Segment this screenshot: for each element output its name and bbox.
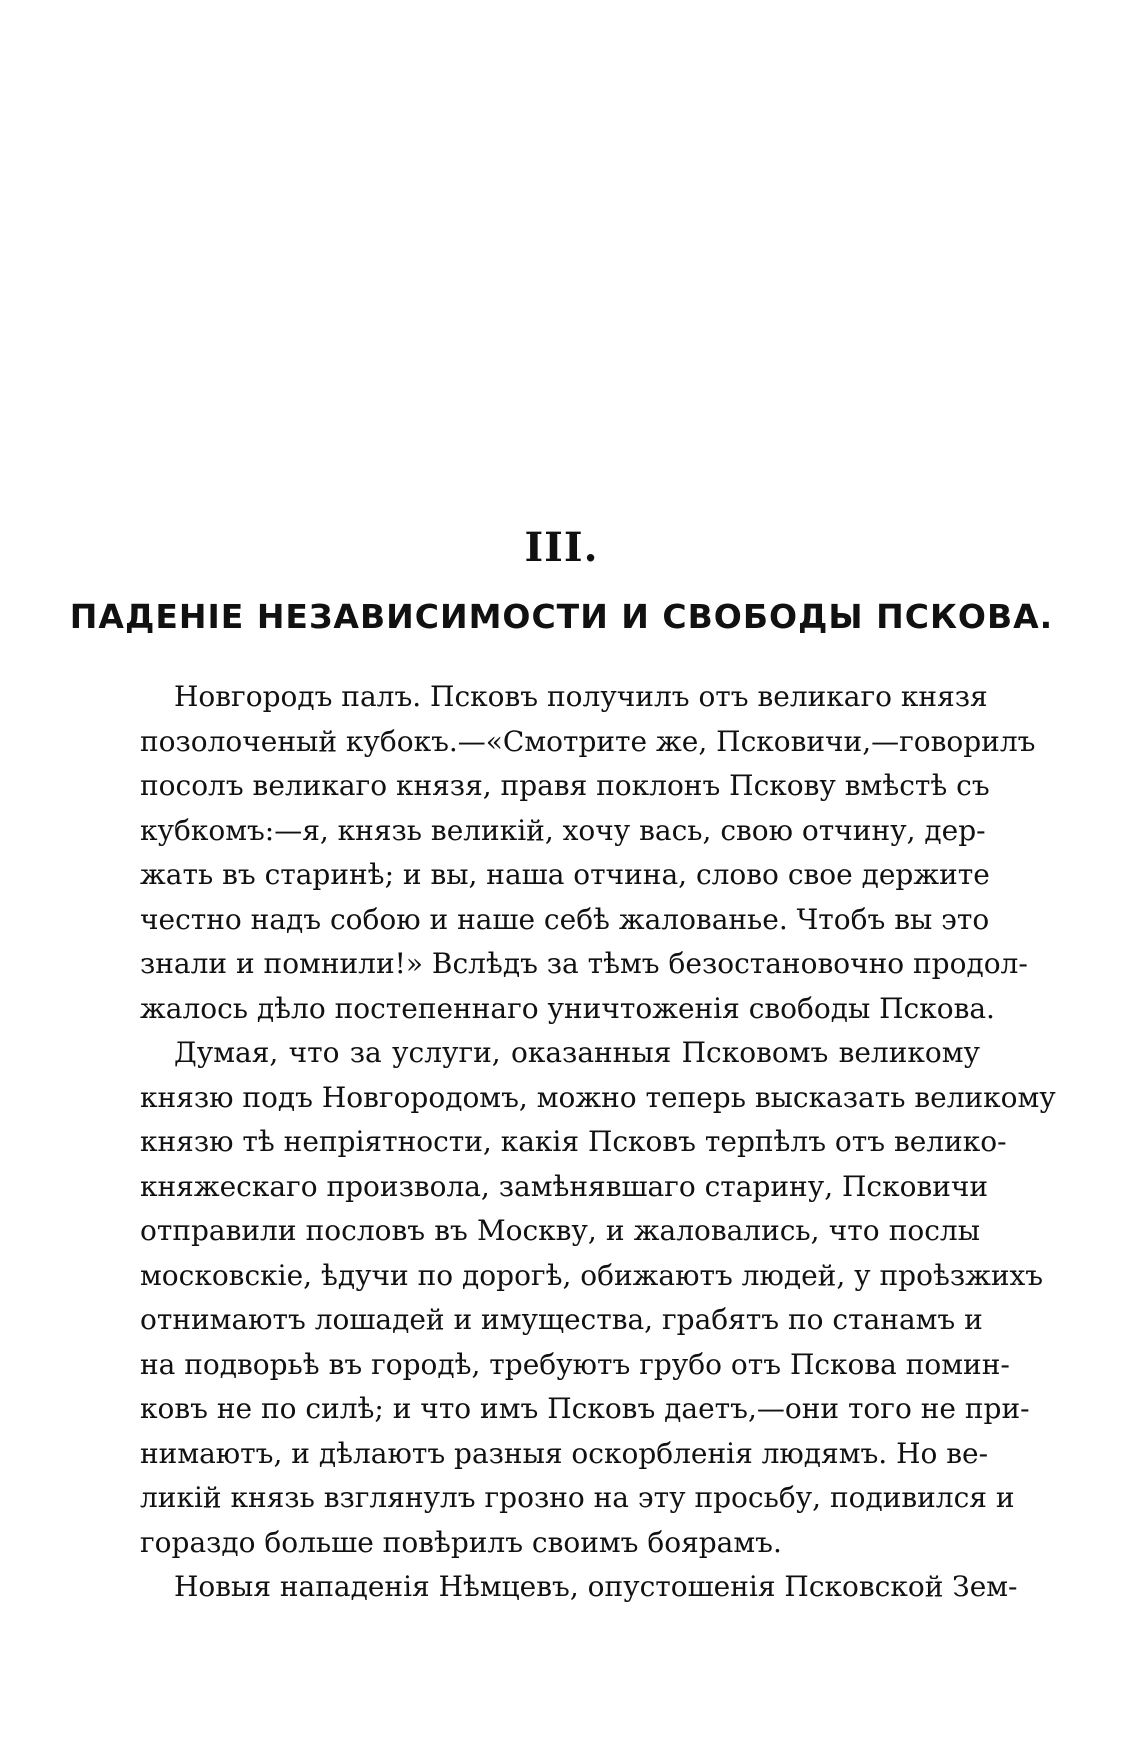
text-line: Думая, что за услуги, оказанныя Псковомъ великому — [174, 1036, 980, 1069]
text-line: отнимаютъ лошадей и имущества, грабятъ по станамъ и — [140, 1303, 983, 1336]
text-line: князю подъ Новгородомъ, можно теперь высказать великому — [140, 1080, 1056, 1114]
text-line: нимаютъ, и дѣлаютъ разныя оскорбленія людямъ. Но ве- — [140, 1436, 989, 1470]
text-line: жалось дѣло постепеннаго уничтоженія свободы Пскова. — [140, 991, 995, 1025]
paragraph — [140, 1031, 1056, 1565]
chapter-number: III. — [524, 524, 599, 571]
text-line: отправили пословъ въ Москву, и жаловались, что послы — [140, 1214, 980, 1247]
paragraph — [140, 1565, 1018, 1610]
chapter-title: ПАДЕНІЕ НЕЗАВИСИМОСТИ И СВОБОДЫ ПСКОВА. — [69, 597, 1054, 636]
body-text — [140, 675, 1056, 1610]
text-line: посолъ великаго князя, правя поклонъ Пскову вмѣстѣ съ — [140, 769, 990, 802]
text-line: московскіе, ѣдучи по дорогѣ, обижаютъ людей, у проѣзжихъ — [140, 1258, 1044, 1292]
text-line: честно надъ собою и наше себѣ жалованье. Чтобъ вы это — [140, 902, 990, 936]
text-line: Новыя нападенія Нѣмцевъ, опустошенія Псковской Зем- — [174, 1570, 1018, 1603]
text-line: князю тѣ непріятности, какія Псковъ терпѣлъ отъ велико- — [140, 1125, 1007, 1158]
text-line: Новгородъ палъ. Псковъ получилъ отъ великаго князя — [174, 680, 988, 713]
text-line: знали и помнили!» Вслѣдъ за тѣмъ безостановочно продол- — [140, 947, 1028, 980]
text-line: гораздо больше повѣрилъ своимъ боярамъ. — [140, 1525, 782, 1559]
text-line: позолоченый кубокъ.—«Смотрите же, Псковичи,—говорилъ — [140, 724, 1036, 758]
text-line: ликій князь взглянулъ грозно на эту просьбу, подивился и — [140, 1481, 1015, 1514]
text-line: княжескаго произвола, замѣнявшаго старину, Псковичи — [140, 1169, 989, 1203]
paragraph — [140, 675, 1036, 1031]
text-line: на подворьѣ въ городѣ, требуютъ грубо отъ Пскова помин- — [140, 1347, 1010, 1381]
text-line: жать въ старинѣ; и вы, наша отчина, слово свое держите — [140, 858, 990, 891]
text-line: кубкомъ:—я, князь великій, хочу вась, свою отчину, дер- — [140, 813, 986, 847]
text-line: ковъ не по силѣ; и что имъ Псковъ даетъ,—они того не при- — [140, 1392, 1030, 1425]
